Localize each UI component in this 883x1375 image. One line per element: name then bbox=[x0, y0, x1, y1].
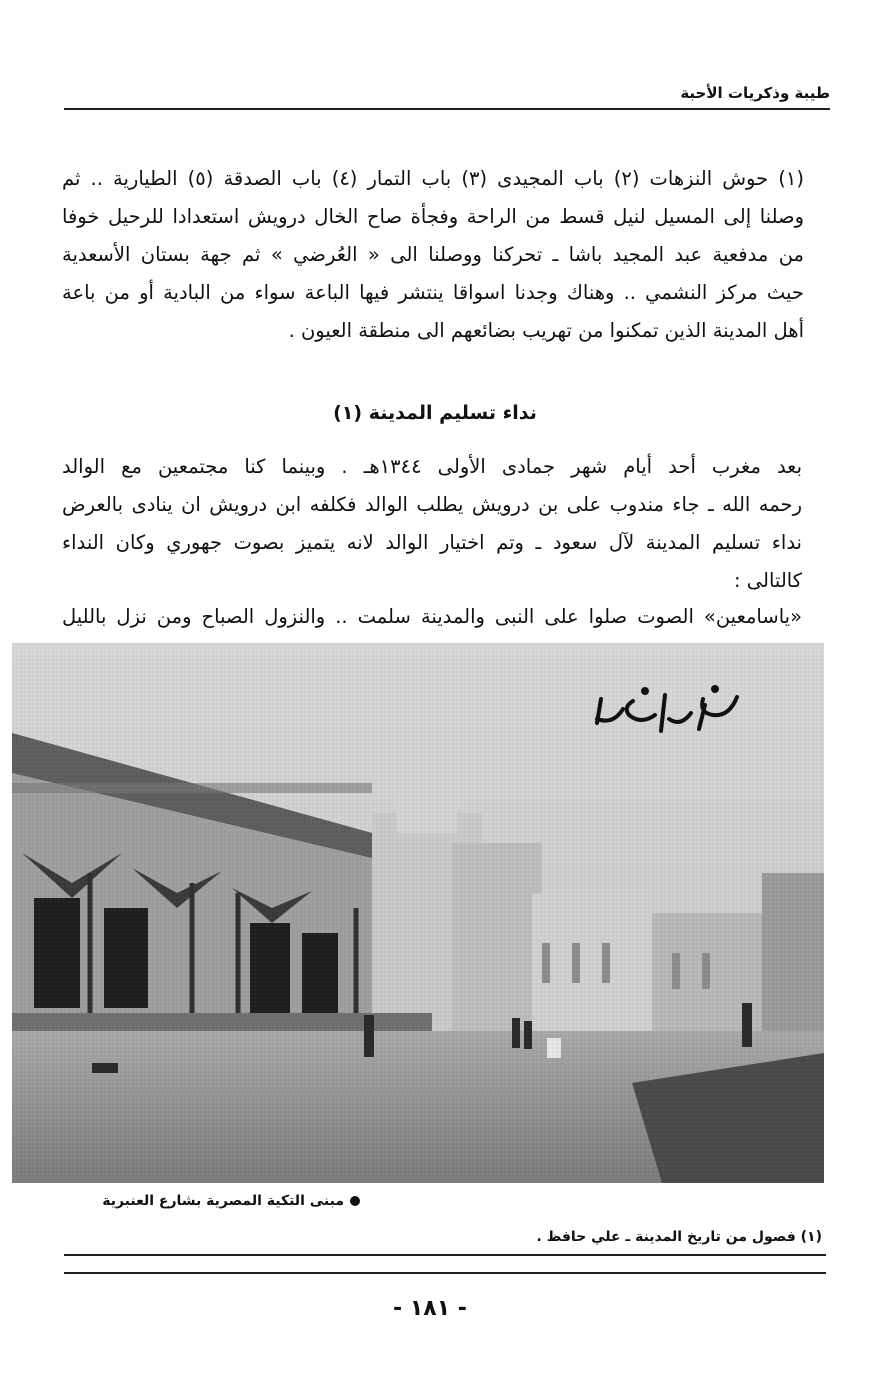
book-title: طيبة وذكريات الأحبة bbox=[672, 84, 830, 102]
text-line: بعد مغرب أحد أيام شهر جمادى الأولى ١٣٤٤هـ . وبينما كنا مجتمعين مع الوالد bbox=[62, 455, 802, 478]
text-line: من مدفعية عبد المجيد باشا ـ تحركنا ووصلنا الى « العُرضي » ثم جهة بستان الأسعدية bbox=[62, 243, 804, 266]
text-line: كالتالى : bbox=[734, 569, 802, 592]
footer-rule bbox=[64, 1272, 826, 1274]
paragraph-intro bbox=[62, 160, 804, 380]
footnote: (١) فصول من تاريخ المدينة ـ علي حافظ . bbox=[536, 1229, 822, 1245]
footer-rule bbox=[64, 1254, 826, 1256]
text-line: حيث مركز النشمي .. وهناك وجدنا اسواقا ينتشر فيها الباعة سواء من البادية أو من باعة bbox=[62, 281, 804, 304]
historic-photo bbox=[12, 643, 824, 1183]
running-header bbox=[64, 86, 830, 110]
caption-text: مبنى التكية المصرية بشارع العنبرية bbox=[102, 1193, 344, 1209]
paragraph-call bbox=[62, 598, 802, 638]
paragraph-announcement bbox=[62, 448, 802, 596]
text-line: نداء تسليم المدينة لآل سعود ـ وتم اختيار الوالد لانه يتميز بصوت جهوري وكان النداء bbox=[62, 531, 802, 554]
photo-caption bbox=[60, 1188, 360, 1214]
text-line: وصلنا إلى المسيل لنيل قسط من الراحة وفجأة صاح الخال درويش استعدادا للرحيل خوفا bbox=[62, 205, 804, 228]
section-heading: نداء تسليم المدينة (١) bbox=[333, 402, 537, 424]
bullet-icon bbox=[350, 1196, 360, 1206]
text-line: (١) حوش النزهات (٢) باب المجيدى (٣) باب التمار (٤) باب الصدقة (٥) الطيارية .. ثم bbox=[62, 167, 804, 190]
page-number: - ١٨١ - bbox=[393, 1296, 467, 1321]
text-line: «ياسامعين» الصوت صلوا على النبى والمدينة سلمت .. والنزول الصباح ومن نزل بالليل bbox=[62, 605, 802, 628]
text-line: رحمه الله ـ جاء مندوب على بن درويش يطلب الوالد فكلفه ابن درويش ان ينادى بالعرض bbox=[62, 493, 802, 516]
text-line: أهل المدينة الذين تمكنوا من تهريب بضائعهم الى منطقة العيون . bbox=[288, 319, 804, 342]
photo-illustration bbox=[12, 643, 824, 1183]
